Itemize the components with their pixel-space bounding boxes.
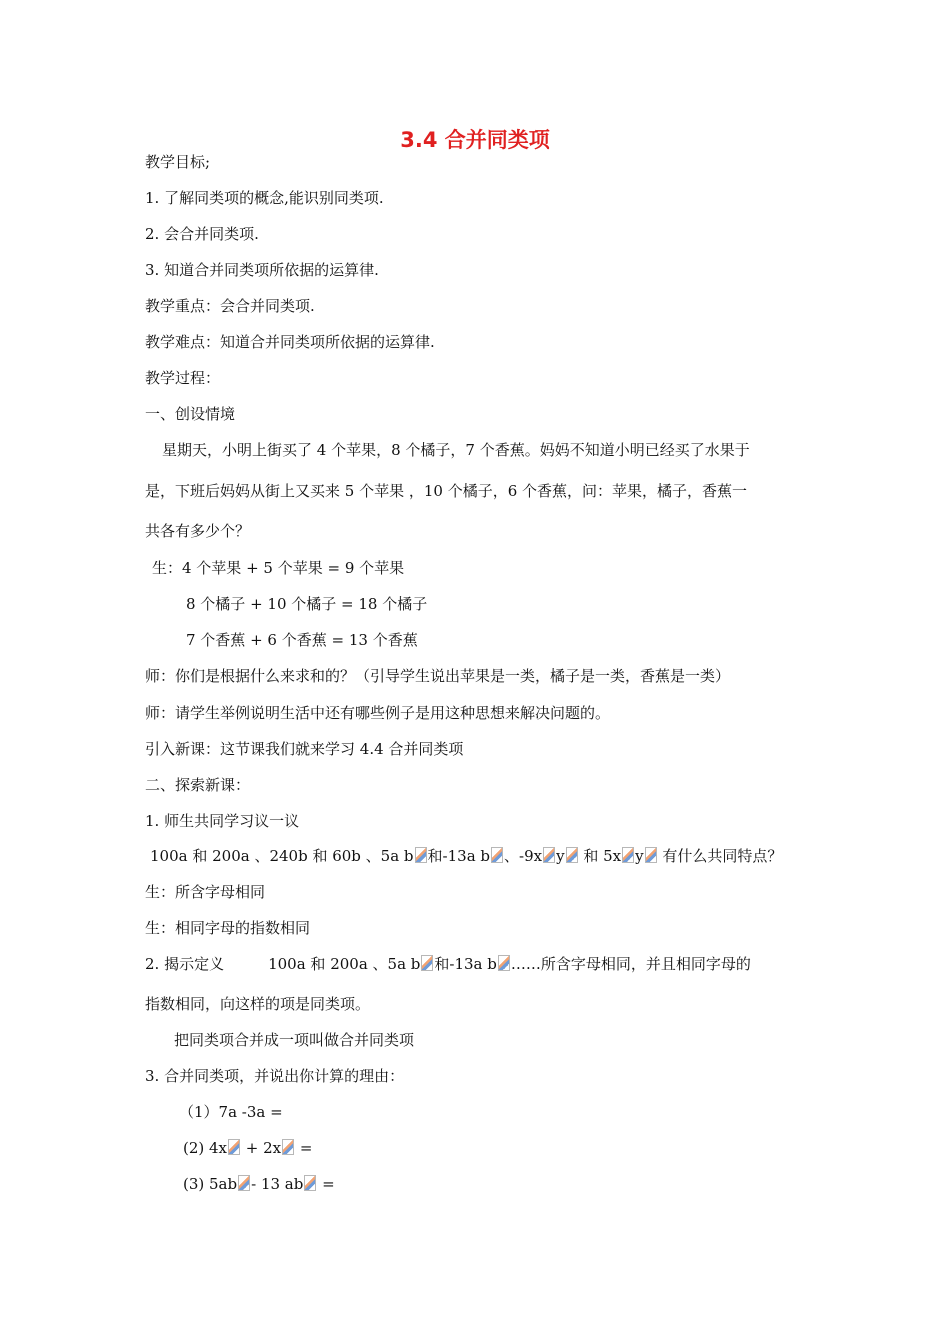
formula-image: [228, 1139, 240, 1155]
key-point: 教学重点：会合并同类项.: [145, 297, 315, 315]
story-line: 是，下班后妈妈从街上又买来 5 个苹果 ，10 个橘子，6 个香蕉，问：苹果，橘子，香蕉一: [145, 482, 748, 500]
teacher-question: 师：请学生举例说明生活中还有哪些例子是用这种思想来解决问题的。: [145, 704, 611, 722]
exercise-item: (3) 5ab - 13 ab =: [183, 1175, 335, 1193]
formula-image: [282, 1139, 294, 1155]
formula-image: [645, 847, 657, 863]
formula-image: [304, 1175, 316, 1191]
exercise-item: （1）7a -3a =: [179, 1103, 283, 1121]
story-line: 共各有多少个？: [145, 522, 251, 540]
definition-line: 指数相同，向这样的项是同类项。: [145, 995, 371, 1013]
teacher-question: 师：你们是根据什么来求和的？（引导学生说出苹果是一类，橘子是一类，香蕉是一类）: [145, 667, 731, 685]
lesson-intro: 引入新课：这节课我们就来学习 4.4 合并同类项: [145, 740, 464, 758]
difficult-point: 教学难点：知道合并同类项所依据的运算律.: [145, 333, 435, 351]
step-heading: 3. 合并同类项，并说出你计算的理由：: [145, 1067, 405, 1085]
objective-item: 3. 知道合并同类项所依据的运算律.: [145, 261, 379, 279]
formula-image: [415, 847, 427, 863]
student-answer: 生：所含字母相同: [145, 883, 266, 901]
objective-item: 2. 会合并同类项.: [145, 225, 259, 243]
definition: 把同类项合并成一项叫做合并同类项: [174, 1031, 415, 1049]
formula-image: [421, 955, 433, 971]
formula-image: [498, 955, 510, 971]
definition-line: 2. 揭示定义 100a 和 200a 、5a b 和-13a b ……所含字母相同，并且相同字母的: [145, 955, 751, 973]
formula-image: [566, 847, 578, 863]
student-answer: 8 个橘子 + 10 个橘子 = 18 个橘子: [186, 595, 428, 613]
student-answer: 生：4 个苹果 + 5 个苹果 = 9 个苹果: [152, 559, 405, 577]
exercise-item: (2) 4x + 2x =: [183, 1139, 313, 1157]
section-heading: 一、创设情境: [145, 405, 236, 423]
process-heading: 教学过程：: [145, 369, 221, 387]
formula-image: [543, 847, 555, 863]
objective-item: 1. 了解同类项的概念,能识别同类项.: [145, 189, 384, 207]
section-heading: 二、探索新课：: [145, 776, 251, 794]
story-line: 星期天，小明上街买了 4 个苹果，8 个橘子，7 个香蕉。妈妈不知道小明已经买了水果于: [162, 441, 750, 459]
formula-image: [491, 847, 503, 863]
objectives-heading: 教学目标;: [145, 153, 211, 171]
example-terms: 100a 和 200a 、240b 和 60b 、5a b 和-13a b 、-9x y 和 5x y 有什么共同特点？: [150, 847, 783, 865]
student-answer: 7 个香蕉 + 6 个香蕉 = 13 个香蕉: [186, 631, 418, 649]
lesson-title: 3.4 合并同类项: [400, 128, 550, 152]
step-heading: 1. 师生共同学习议一议: [145, 812, 300, 830]
formula-image: [238, 1175, 250, 1191]
student-answer: 生：相同字母的指数相同: [145, 919, 311, 937]
formula-image: [622, 847, 634, 863]
